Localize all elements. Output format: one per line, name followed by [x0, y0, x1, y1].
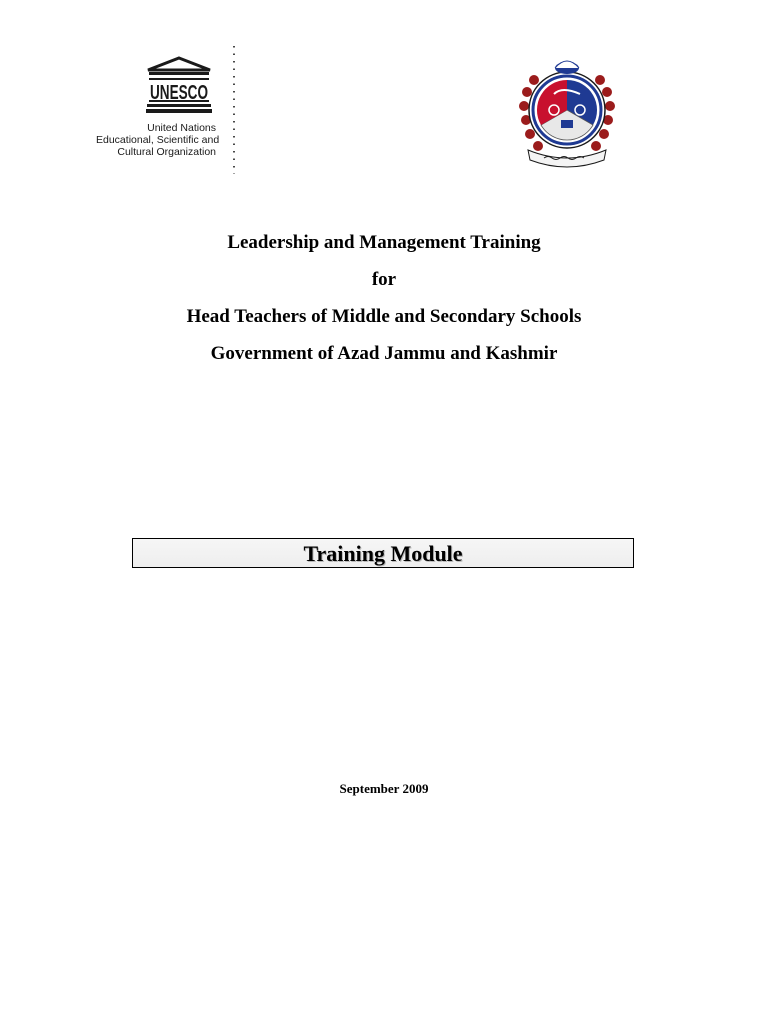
- publication-date: September 2009: [339, 781, 429, 796]
- unesco-dotted-divider: [232, 46, 236, 174]
- unesco-temple-icon: [146, 56, 212, 116]
- title-line-2: for: [371, 269, 397, 290]
- unesco-caption-line-1: United Nations: [147, 122, 216, 134]
- training-module-box: Training Module: [132, 538, 634, 568]
- title-line-1: Leadership and Management Training: [227, 232, 541, 253]
- title-line-4: Government of Azad Jammu and Kashmir: [210, 343, 558, 364]
- unesco-wordmark: UNESCO: [150, 82, 208, 104]
- title-block: [0, 232, 768, 380]
- unesco-logo: [96, 44, 246, 174]
- unesco-caption-line-2: Educational, Scientific and: [96, 134, 220, 146]
- unesco-caption: [96, 122, 220, 158]
- unesco-caption-line-3: Cultural Organization: [117, 146, 216, 158]
- title-line-3: Head Teachers of Middle and Secondary Schools: [186, 306, 582, 327]
- ajk-government-emblem-icon: [514, 50, 620, 168]
